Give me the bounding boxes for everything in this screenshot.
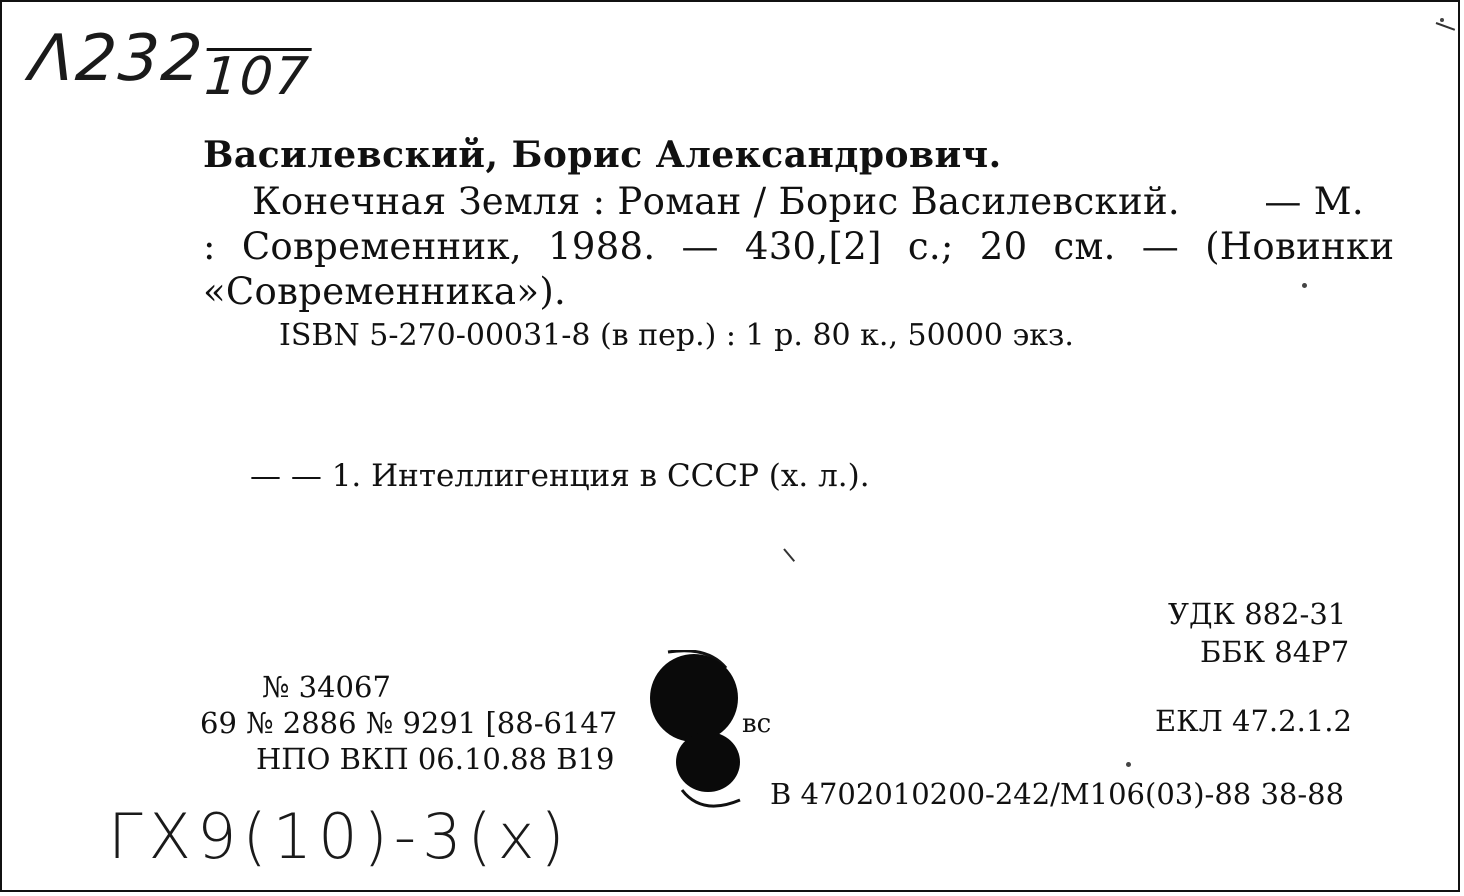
speck [1302, 283, 1307, 288]
subject-heading: — — 1. Интеллигенция в СССР (х. л.). [250, 458, 870, 494]
speck [1126, 762, 1131, 767]
imprint-text: : Современник, 1988. — 430,[2] с.; 20 см. — (Новинки [203, 225, 1395, 268]
order-numbers: 69 № 2886 № 9291 [88-6147 [200, 706, 618, 740]
card-number: № 34067 [262, 670, 391, 704]
ekl-code: ЕКЛ 47.2.1.2 [1155, 704, 1352, 738]
handwritten-shelf-mark-bottom: ГХ9(10)-3(х) [108, 800, 571, 873]
ink-blot [648, 650, 744, 820]
title-statement: Конечная Земля : Роман / Борис Василевский. [252, 180, 1180, 223]
publisher-code: В 4702010200-242/М106(03)-88 38-88 [770, 777, 1345, 811]
isbn-line: ISBN 5-270-00031-8 (в пер.) : 1 р. 80 к., 50000 экз. [279, 318, 1074, 353]
handwritten-shelf-mark-top [27, 22, 313, 107]
shelf-mark-main: Λ232 [27, 22, 207, 96]
bbk-code: ББК 84Р7 [1200, 635, 1350, 669]
place-of-publication: — М. [1264, 180, 1364, 223]
title-line [252, 180, 1364, 223]
speck [1440, 18, 1444, 22]
printer-info: НПО ВКП 06.10.88 В19 [256, 742, 615, 776]
imprint-line [203, 225, 1395, 268]
shelf-mark-sub: 107 [202, 47, 313, 107]
author-heading: Василевский, Борис Александрович. [203, 134, 1002, 176]
series-line: «Современника»). [203, 270, 567, 313]
order-suffix: вс [742, 709, 772, 739]
udk-code: УДК 882-31 [1168, 597, 1347, 631]
